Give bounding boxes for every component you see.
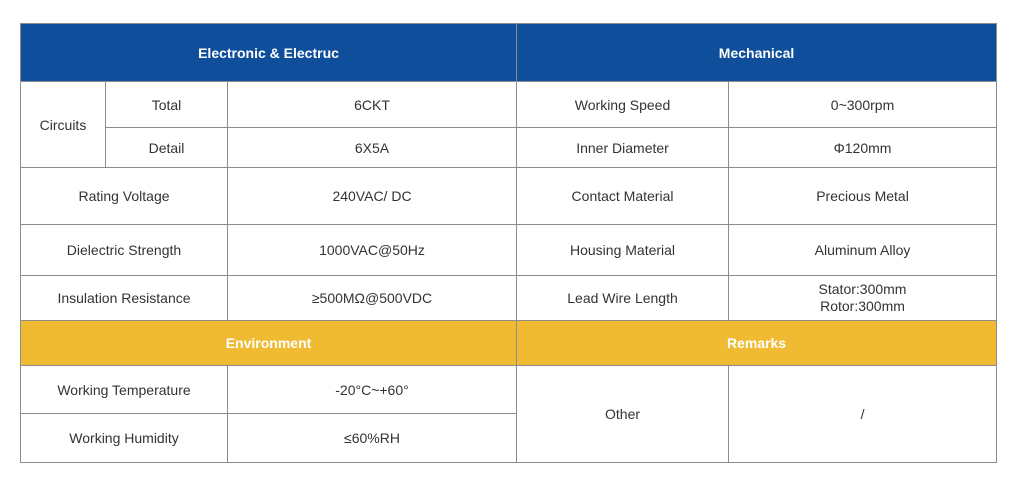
housing-material-value: Aluminum Alloy bbox=[729, 225, 997, 276]
lead-wire-rotor: Rotor:300mm bbox=[820, 298, 905, 314]
electronic-header: Electronic & Electruc bbox=[21, 24, 517, 82]
table-row bbox=[21, 168, 997, 225]
circuits-label: Circuits bbox=[21, 82, 106, 168]
table-row bbox=[21, 225, 997, 276]
working-temperature-label: Working Temperature bbox=[21, 366, 228, 414]
inner-diameter-label: Inner Diameter bbox=[517, 128, 729, 168]
table-row bbox=[21, 128, 997, 168]
inner-diameter-value: Φ120mm bbox=[729, 128, 997, 168]
spec-table bbox=[20, 23, 997, 463]
remarks-header: Remarks bbox=[517, 321, 997, 366]
table-row bbox=[21, 82, 997, 128]
contact-material-label: Contact Material bbox=[517, 168, 729, 225]
housing-material-label: Housing Material bbox=[517, 225, 729, 276]
lead-wire-stator: Stator:300mm bbox=[818, 281, 907, 297]
contact-material-value: Precious Metal bbox=[729, 168, 997, 225]
lead-wire-length-value bbox=[729, 276, 997, 321]
header-row-secondary bbox=[21, 321, 997, 366]
working-speed-label: Working Speed bbox=[517, 82, 729, 128]
total-label: Total bbox=[106, 82, 228, 128]
other-value: / bbox=[729, 366, 997, 463]
working-humidity-value: ≤60%RH bbox=[228, 414, 517, 463]
dielectric-strength-value: 1000VAC@50Hz bbox=[228, 225, 517, 276]
insulation-resistance-value: ≥500MΩ@500VDC bbox=[228, 276, 517, 321]
table-row bbox=[21, 366, 997, 414]
detail-value: 6X5A bbox=[228, 128, 517, 168]
header-row-main bbox=[21, 24, 997, 82]
lead-wire-length-label: Lead Wire Length bbox=[517, 276, 729, 321]
mechanical-header: Mechanical bbox=[517, 24, 997, 82]
working-humidity-label: Working Humidity bbox=[21, 414, 228, 463]
table-row bbox=[21, 276, 997, 321]
insulation-resistance-label: Insulation Resistance bbox=[21, 276, 228, 321]
other-label: Other bbox=[517, 366, 729, 463]
working-temperature-value: -20°C~+60° bbox=[228, 366, 517, 414]
dielectric-strength-label: Dielectric Strength bbox=[21, 225, 228, 276]
environment-header: Environment bbox=[21, 321, 517, 366]
rating-voltage-label: Rating Voltage bbox=[21, 168, 228, 225]
working-speed-value: 0~300rpm bbox=[729, 82, 997, 128]
detail-label: Detail bbox=[106, 128, 228, 168]
rating-voltage-value: 240VAC/ DC bbox=[228, 168, 517, 225]
total-value: 6CKT bbox=[228, 82, 517, 128]
